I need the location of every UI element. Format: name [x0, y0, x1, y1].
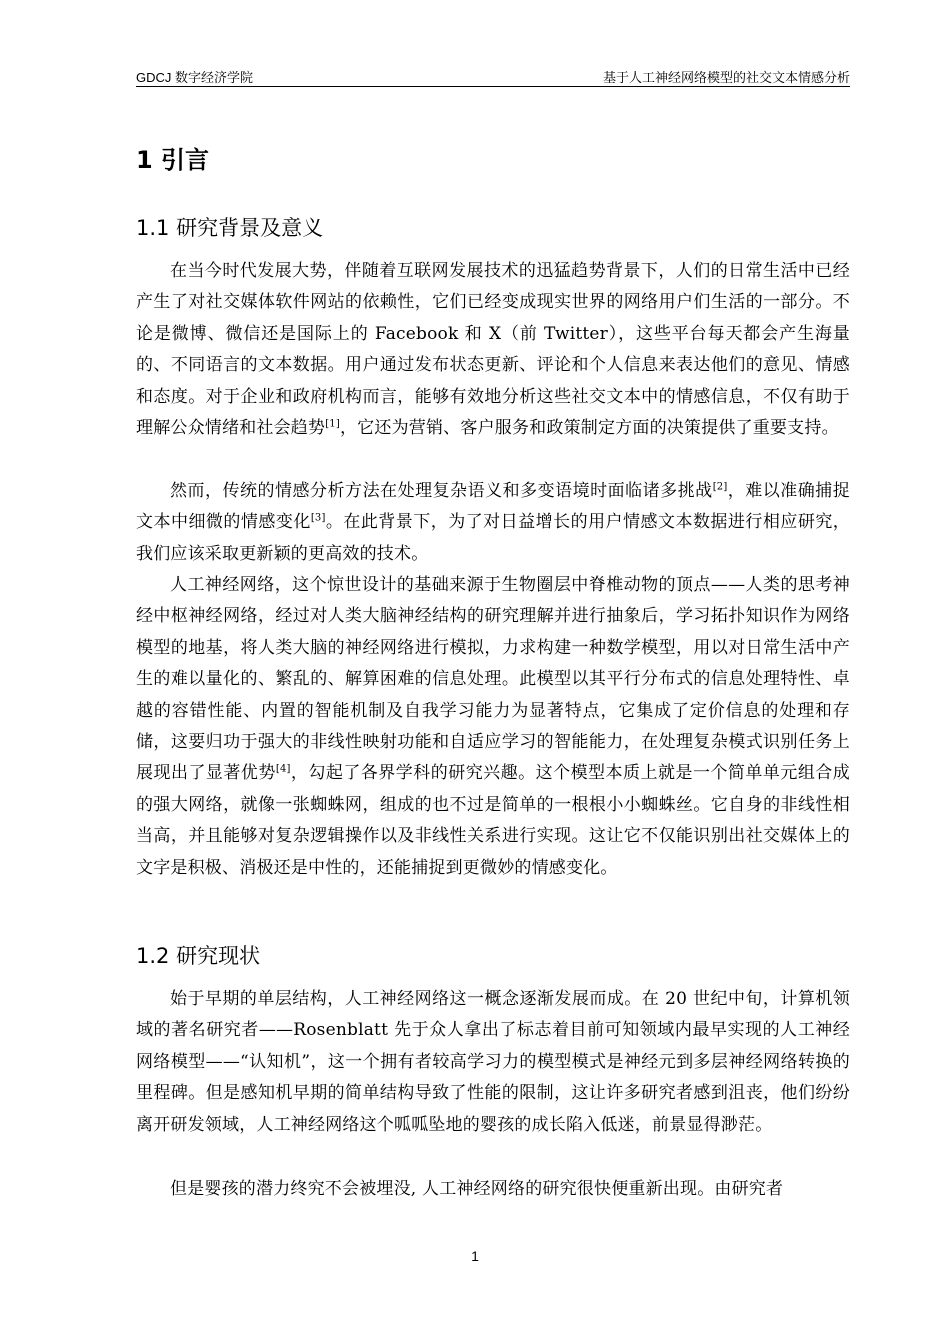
- citation-ref-2[interactable]: [2]: [712, 481, 728, 493]
- paragraph-text: ，勾起了各界学科的研究兴趣。这个模型本质上就是一个简单单元组合成的强大网络，就像一张蜘蛛网，组成的也不过是简单的一根根小小蜘蛛丝。它自身的非线性相当高，并且能够对复杂逻辑操作以及非线性关系进行实现。这让它不仅能识别出社交媒体上的文字是积极、消极还是中性的，还能捕捉到更微妙的情感变化。: [136, 763, 850, 878]
- citation-ref-4[interactable]: [4]: [275, 763, 291, 775]
- section-title-1-1: 1.1 研究背景及意义: [136, 216, 324, 240]
- page-number: 1: [471, 1248, 479, 1264]
- section-title-1-2: 1.2 研究现状: [136, 944, 261, 968]
- header-institution: GDCJ 数字经济学院: [136, 70, 254, 85]
- page-header: [136, 66, 850, 87]
- header-thesis-title: 基于人工神经网络模型的社交文本情感分析: [602, 70, 850, 85]
- paragraph-text: 然而，传统的情感分析方法在处理复杂语义和多变语境时面临诸多挑战: [170, 481, 713, 501]
- paragraph-background-3: [136, 570, 850, 884]
- paragraph-status-1: 始于早期的单层结构，人工神经网络这一概念逐渐发展而成。在 20 世纪中旬，计算机领域的著名研究者——Rosenblatt 先于众人拿出了标志着目前可知领域内最早实现的人工神经网络模型——“认知机”，这一个拥有者较高学习力的模型模式是神经元到多层神经网络转换的里程碑。但是感知机早期的简单结构导致了性能的限制，这让许多研究者感到沮丧，他们纷纷离开研发领域，人工神经网络这个呱呱坠地的婴孩的成长陷入低迷，前景显得渺茫。: [136, 989, 850, 1135]
- citation-ref-3[interactable]: [3]: [310, 512, 326, 524]
- paragraph-background-2: [136, 476, 850, 570]
- chapter-title: 1 引言: [136, 146, 210, 174]
- paragraph-status-2: 但是婴孩的潜力终究不会被埋没, 人工神经网络的研究很快便重新出现。由研究者: [170, 1179, 784, 1199]
- paragraph-text: 人工神经网络，这个惊世设计的基础来源于生物圈层中脊椎动物的顶点——人类的思考神经中枢神经网络，经过对人类大脑神经结构的研究理解并进行抽象后，学习拓扑知识作为网络模型的地基，将人类大脑的神经网络进行模拟，力求构建一种数学模型，用以对日常生活中产生的难以量化的、繁乱的、解算困难的信息处理。此模型以其平行分布式的信息处理特性、卓越的容错性能、内置的智能机制及自我学习能力为显著特点，它集成了定价信息的处理和存储，这要归功于强大的非线性映射功能和自适应学习的智能能力，在处理复杂模式识别任务上展现出了显著优势: [136, 575, 850, 784]
- citation-ref-1[interactable]: [1]: [325, 418, 340, 430]
- paragraph-text: 。在此背景下，为了对日益增长的用户情感文本数据进行相应研究，我们应该采取更新颖的更高效的技术。: [136, 512, 851, 564]
- paragraph-text: 在当今时代发展大势，伴随着互联网发展技术的迅猛趋势背景下，人们的日常生活中已经产生了对社交媒体软件网站的依赖性，它们已经变成现实世界的网络用户们生活的一部分。不论是微博、微信还是国际上的 Facebook 和 X（前 Twitter），这些平台每天都会产生海量的、不同语言的文本数据。用户通过发布状态更新、评论和个人信息来表达他们的意见、情感和态度。对于企业和政府机构而言，能够有效地分析这些社交文本中的情感信息，不仅有助于理解公众情绪和社会趋势: [136, 261, 850, 439]
- paragraph-text: ，它还为营销、客户服务和政策制定方面的决策提供了重要支持。: [339, 418, 839, 439]
- paragraph-background-1: [136, 256, 850, 444]
- paragraph-text: ，难以准确捕捉文本中细微的情感变化: [136, 481, 850, 533]
